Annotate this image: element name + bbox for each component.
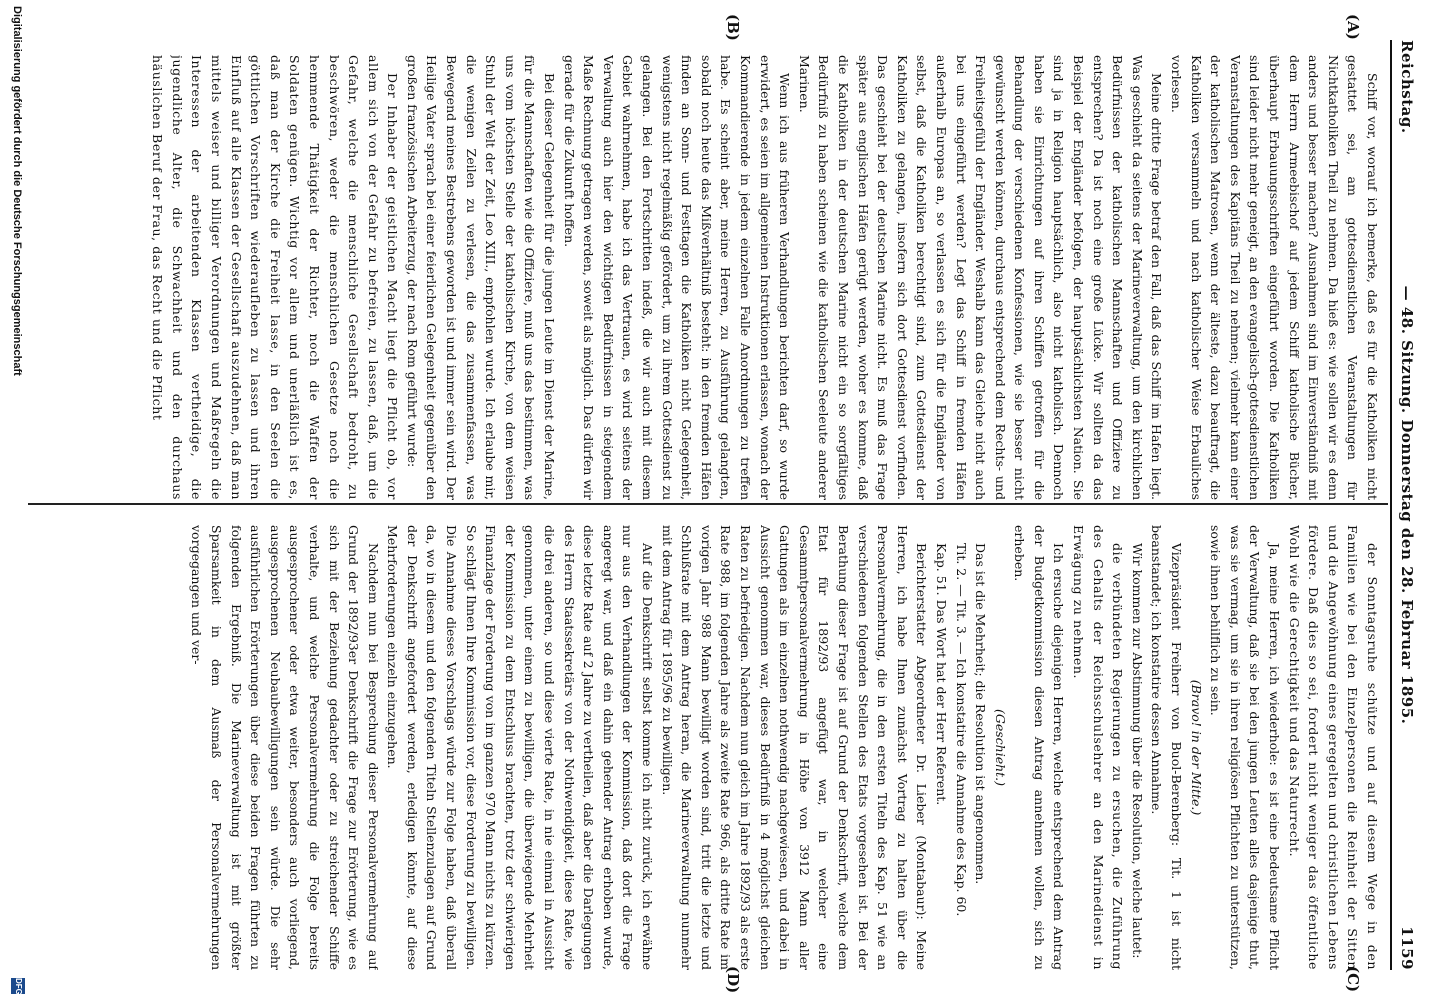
header-title: Reichstag. xyxy=(1398,40,1416,134)
header-session-date: — 48. Sitzung. Donnerstag den 28. Februar 1895. xyxy=(1398,285,1416,725)
paragraph: Vizepräsident Freiherr von Buol-Berenberg: Tit. 1 ist nicht beanstandet; ich konstatire dessen Annahme. xyxy=(1149,525,1185,970)
paragraph: Nachdem nun bei Besprechung dieser Personalvermehrung auf Grund der 1892/93er Denkschrift die Frage zur Erörterung, wie es sich mit der Beziehung gedachter oder zu streichender Schiffe verhalte, und welche Personalvermehrung die Folge bereits ausgesprochener oder etwa weiter, besonders auch vorliegend, ausgesprochenen Neubaubewilligungen sein würde. Die sehr ausführlichen Erörterungen über diese beiden Fragen führten zu folgenden Ergebniß. Die Marineverwaltung ist mit größter Sparsamkeit in dem Ausmaß der Personalvermehrungen vorgegangen und ver- xyxy=(189,525,381,970)
paragraph: Bei dieser Gelegenheit für die jungen Leute im Dienst der Marine, für die Mannschaften wie die Offiziere, muß uns das bestimmen, was uns vom höchsten Stelle der katholischen Kirche, von dem weisen Stuhl der Welt der Zeit, Leo XIII., empfohlen wurde. Ich erlaube mir, die wenigen Zeilen zu verlesen, die das zusammenfassen, was Bewegend meines Bestrebens geworden ist und immer sein wird. Der Heilige Vater sprach bei einer feierlichen Gelegenheit gegenüber den großen französischen Arbeiterzug, der nach Rom geführt wurde: xyxy=(404,55,558,500)
paragraph: Ja, meine Herren, ich wiederhole: es ist eine bedeutsame Pflicht der Verwaltung, daß sie bei den jungen Leuten alles dasjenige thut, was sie vermag, um sie in ihren religiösen Pflichten zu unterstützen, sowie ihnen behilflich zu sein. xyxy=(1208,525,1283,970)
action-note: (Geschieht.) xyxy=(992,708,1008,787)
margin-marker-d: (D) xyxy=(724,966,742,994)
header-rule xyxy=(1390,40,1392,970)
right-column xyxy=(22,525,1382,970)
page-number: 1159 xyxy=(1398,926,1416,970)
quoted-paragraph: Der Inhaber der geistlichen Macht liegt die Pflicht ob, vor allem sich von der Gefahr zu befreien, zu lassen, daß, um die Gefahr, welche die menschliche Gesellschaft bedroht, zu beschwören, weder die menschlichen Gesetze noch die hemmende Thätigkeit der Richter, noch die Waffen der Soldaten genügen. Wichtig vor allem und unerläßlich ist es, daß man der Kirche die Freiheit lasse, in den Seelen die göttlichen Vorschriften wiederaufleben zu lassen und ihren Einfluß auf alle Klassen der Gesellschaft auszudehnen, daß man mittels weiser und billiger Verordnungen und Maßregeln die Interessen der arbeitenden Klassen vertheidige, die jugendliche Alter, die Schwachheit und den durchaus häuslichen Beruf der Frau, das Recht und die Pflicht xyxy=(150,55,401,500)
paragraph: Ich ersuche diejenigen Herren, welche entsprechend dem Antrag der Budgetkommission diesen Antrag annehmen wollen, sich zu erheben. xyxy=(1012,525,1067,970)
page-header xyxy=(1392,40,1422,970)
dfg-logo-icon: DFG xyxy=(11,978,25,994)
paragraph: Wir kommen zur Abstimmung über die Resolution, welche lautet: xyxy=(1129,543,1145,959)
paragraph: Kap. 51. Das Wort hat der Herr Referent. xyxy=(933,543,949,806)
margin-marker-c: (C) xyxy=(1344,966,1362,993)
quoted-paragraph: der Sonntagsruhe schütze und auf diesem Wege in den Familien wie bei den Einzelpersonen die Reinheit der Sitten und die Angewöhnung eines geregelten und christlichen Lebens fördere. Daß dies so sei, fordert nicht weniger das öffentliche Wohl wie die Gerechtigkeit und das Naturrecht. xyxy=(1286,525,1380,970)
paragraph: Auf die Denkschrift selbst komme ich nicht zurück, ich erwähne nur aus den Verhandlungen der Kommission, daß dort die Frage angeregt war, und daß ein dahin gehender Antrag erhoben wurde, diese letzte Rate auf 2 Jahre zu vertheilen, daß aber die Darlegungen des Herrn Staatssekretärs von der Nothwendigkeit, diese Rate, wie die drei anderen, so und diese vierte Rate, in nie einmal in Aussicht genommen, unter einem zu bewilligen, die überwiegende Mehrheit der Kommission zu dem Entschluss brachten, trotz der schwierigen Finanzlage der Forderung von im ganzen 970 Mann nichts zu kürzen. So schlägt Ihnen Ihre Kommission vor, diese Forderung zu bewilligen. Die Annahme dieses Vorschlags würde zur Folge haben, daß überall da, wo in diesem und den folgenden Titeln Stellenzulagen auf Grund der Denkschrift angefordert werden, erledigen könnte, auf diese Mehrforderungen einzeln einzugehen. xyxy=(385,525,656,970)
paragraph: Tit. 2. — Tit. 3. — Ich konstatire die Annahme des Kap. 60. xyxy=(953,543,969,917)
applause-note: (Bravo! in der Mitte.) xyxy=(1188,679,1204,816)
paragraph: Schiff vor, worauf ich bemerke, daß es für die Katholiken nicht gestattet sei, am gottesdienstlichen Veranstaltungen für Nichtkatholiken Theil zu nehmen. Da hieß es: wie sollen wir es denn anders und besser machen? Ausnahmen sind im Einverständniß mit dem Herrn Armeebischof auf jedem Schiff katholische Bücher, überhaupt Erbauungsschriften eingeführt worden. Die Katholiken sind leider nicht mehr geneigt, an den evangelisch-gottesdienstlichen Veranstaltungen des Kapitäns Theil zu nehmen; vielmehr kann einer der katholischen Matrosen, wenn der älteste, dazu beauftragt, die Katholiken versammeln und nach katholischer Weise Erbauliches vorlesen. xyxy=(1169,55,1380,500)
digitization-footer xyxy=(6,0,28,1000)
paragraph: Meine dritte Frage betraf den Fall, daß das Schiff im Hafen liegt. Was geschieht da seitens der Marineverwaltung, um den kirchlichen Bedürfnissen der katholischen Mannschaften und Offiziere zu entsprechen? Da ist noch eine große Lücke. Wir sollten da das Beispiel der Engländer befolgen, der hauptsächlichsten Nation. Sie sind ja in Religion hauptsächlich, also nicht katholisch. Dennoch haben sie Einrichtungen auf ihren Schiffen getroffen für die Behandlung der verschiedenen Konfessionen, wie sie besser nicht gewünscht werden können, durchaus entsprechend dem Rechts- und Freiheitsgefühl der Engländer. Weshalb kann das Gleiche nicht auch bei uns eingeführt werden? Legt das Schiff in fremden Häfen außerhalb Europas an, so verlassen es sich für die Engländer von selbst, daß die Katholiken berechtigt sind, zum Gottesdienst der Katholiken zu gelangen, insofern sich dort Gottesdienst vorfinden. Das geschieht bei der deutschen Marine nicht. Es muß das Frage später aus englischen Häfen gerügt werden, woher es komme, daß die Katholiken in der deutschen Marine nicht ein so sorgfältiges Bedürfniß zu haben scheinen wie die katholischen Seeleute anderer Marinen. xyxy=(796,55,1165,500)
footer-credit: Digitalisierung gefördert durch die Deutsche Forschungsgemeinschaft xyxy=(11,6,23,376)
margin-marker-a: (A) xyxy=(1344,14,1362,40)
paragraph: Wenn ich aus früheren Verhandlungen berichten darf, so wurde erwidert, es seien im allgemeinen Instruktionen erlassen, wonach der Kommandierende in jedem einzelnen Falle Anordnungen zu treffen habe. Es scheint aber, meine Herren, zu Ausführung gelangten, sobald noch heute das Mißverhältniß besteht: in den fremden Häfen finden an Sonn- und Festtagen die Katholiken nicht Gelegenheit, wenigstens nicht regelmäßig gefördert, um zu ihrem Gottesdienst zu gelangen. Bei den Fortschritten indeß, die wir auch mit diesem Gebiet wahrnehmen, habe ich das Vertrauen, es wird seitens der Verwaltung auch hier den wichtigen Bedürfnissen in steigendem Maße Rechnung getragen werden, soweit als möglich. Das dürfen wir gerade für die Zukunft hoffen. xyxy=(561,55,793,500)
paragraph: Berichterstatter Abgeordneter Dr. Lieber (Montabaur): Meine Herren, ich habe Ihnen zunächst Vortrag zu halten über die Personalvermehrung, die in den ersten Titeln des Kap. 51 wie an verschiedenen folgenden Stellen des Etats vorgesehen ist. Bei der Berathung dieser Frage ist auf Grund der Denkschrift, welche dem Etat für 1892/93 angefügt war, in welcher eine Gesammtpersonalvermehrung in Höhe von 3912 Mann aller Gattungen als im einzelnen nothwendig nachgewiesen, und dabei in Aussicht genommen war, dieses Bedürfniß in 4 möglichst gleichen Raten zu befriedigen. Nachdem nun gleich im Jahre 1892/93 als erste Rate 988, im folgenden Jahre als zweite Rate 966, als dritte Rate im vorigen Jahr 988 Mann bewilligt worden sind, tritt die letzte und Schlußrate mit dem Antrag heran, die Marineverwaltung nunmehr mit dem Antrag für 1895/96 zu bewilligen. xyxy=(659,525,930,970)
column-divider xyxy=(28,503,1388,505)
margin-marker-b: (B) xyxy=(724,14,742,41)
paragraph: Das ist die Mehrheit; die Resolution ist angenommen. xyxy=(973,543,989,885)
left-column xyxy=(22,55,1382,500)
resolution-text: die verbündeten Regierungen zu ersuchen, die Zuführung des Gehalts der Reichsschulsehrer an den Marinedienst in Erwägung zu nehmen. xyxy=(1071,525,1126,970)
